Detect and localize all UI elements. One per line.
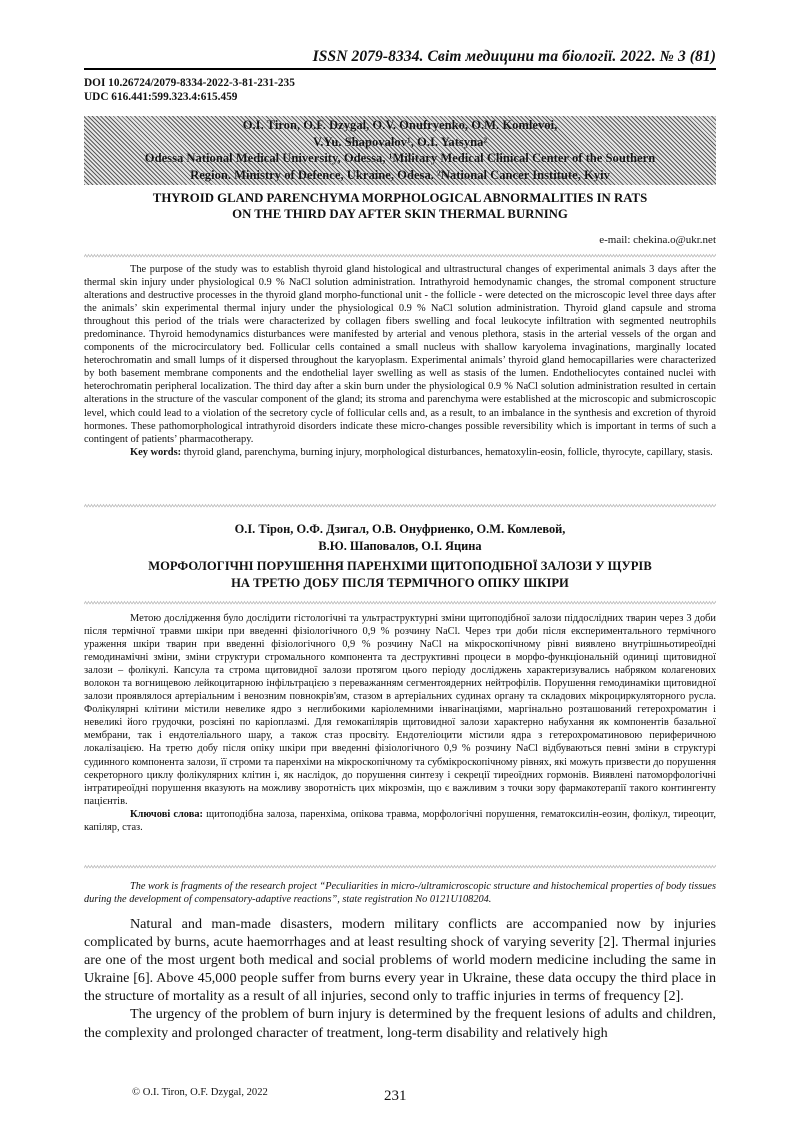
keywords-list: thyroid gland, parenchyma, burning injury, morphological disturbances, hematoxylin-eosin, follicle, thyrocyte, capillary, stasis. (181, 446, 713, 458)
funding-note (84, 880, 716, 906)
keywords-label: Key words: (130, 446, 182, 458)
wavy-divider (84, 864, 716, 870)
running-header: ISSN 2079-8334. Світ медицини та біології. 2022. № 3 (81) (312, 48, 716, 65)
title-ua-line2: НА ТРЕТЮ ДОБУ ПІСЛЯ ТЕРМІЧНОГО ОПІКУ ШКІРИ (231, 576, 569, 590)
article-title-ua (84, 558, 716, 592)
authors-ua-line2: В.Ю. Шаповалов, О.І. Яцина (318, 539, 482, 553)
wavy-divider (84, 503, 716, 509)
title-en-line1: THYROID GLAND PARENCHYMA MORPHOLOGICAL ABNORMALITIES IN RATS (152, 191, 648, 205)
contact-email: e-mail: chekina.o@ukr.net (599, 234, 716, 246)
authors-en-line2: V.Yu. Shapovalov¹, O.I. Yatsyna² (312, 134, 488, 149)
keywords-ua (84, 808, 716, 834)
wavy-divider (84, 253, 716, 259)
keywords-label: Ключові слова: (130, 808, 203, 820)
abstract-en-text: The purpose of the study was to establish thyroid gland histological and ultrastructural changes of experimental animals 3 days after the thermal skin injury under physiological 0.9 % NaCl solution administration. Intrathyroid hemodynamic changes, the stromal component structure alterations and destructive processes in the thyroid gland morpho-functional unit - the follicle - were detected on the microscopic level three days after the animals’ skin experimental thermal injury under the physiological 0.9 % NaCl solution administration. Thyroid gland capsule and stroma throughout this period of the trials were characterized by collagen fibers swelling and focal leukocyte infiltration with segmented neutrophils predominance. Thyroid hemodynamics disturbances were manifested by arterial and venous plethora, stasis in the arterial vessels of the organ and components of the microcirculatory bed. Follicular cells contained a small nucleus with shallow karyolema invaginations, marginally located heterochromatin and small lumps of it dispersed throughout the karyoplasm. Experimental animals’ thyroid gland hemocapillaries were characterized by both basement membrane components and the endothelial layer swelling as well as stasis of the lumen. Endotheliocytes contained nuclei with heterochromatin peripheral localization. The third day after a skin burn under the physiological 0.9 % NaCl solution administration resulted in certain alterations in the structure of the vascular component of the gland; its stroma and parenchyma were established at the microscopic and submicroscopic level, which could lead to a violation of the secretory cycle of follicular cells and, as a result, to an imbalance in the synthesis and excretion of thyroid hormones. These pathomorphological intrathyroid disorders indicate these micro-changes possible reversibility which is important in terms of such a contingent of patients’ pharmacotherapy. (84, 264, 716, 445)
affiliation-line1: Odessa National Medical University, Odessa, ¹Military Medical Clinical Center of the Southern (144, 151, 656, 165)
abstract-ua (84, 612, 716, 834)
page-number: 231 (384, 1088, 407, 1104)
authors-ua (84, 521, 716, 555)
authors-ua-line1: О.І. Тірон, О.Ф. Дзигал, О.В. Онуфриенко, О.М. Комлевой, (234, 522, 566, 536)
author-affiliation-box (84, 116, 716, 185)
identifiers (84, 76, 295, 104)
authors-en-line1: O.I. Tiron, O.F. Dzygal, O.V. Onufryenko, O.M. Komlevoi, (242, 118, 558, 132)
funding-note-text: The work is fragments of the research project “Peculiarities in micro-/ultramicroscopic structure and histochemical properties of body tissues during the development of compensatory-adaptive reactions”, state registration No 0121U108204. (84, 881, 716, 905)
doi: DOI 10.26724/2079-8334-2022-3-81-231-235 (84, 77, 295, 89)
body-paragraph: Natural and man-made disasters, modern military conflicts are accompanied now by injuries complicated by burns, acute haemorrhages and at least resulting shock of varying severity [2]. Thermal injuries are one of the most urgent both medical and social problems of world modern medicine including the same in Ukraine [6]. Above 45,000 people suffer from burns every year in Ukraine, these data occupy the third place in the structure of mortality as a result of all injuries, second only to traffic injuries in terms of frequency [2]. (84, 916, 716, 1005)
udc: UDC 616.441:599.323.4:615.459 (84, 91, 238, 103)
wavy-divider (84, 600, 716, 606)
main-body (84, 915, 716, 1042)
copyright: © O.I. Tiron, O.F. Dzygal, 2022 (132, 1087, 268, 1098)
title-en-line2: ON THE THIRD DAY AFTER SKIN THERMAL BURNING (232, 207, 568, 221)
abstract-en (84, 263, 716, 459)
keywords-en (84, 446, 716, 459)
body-paragraph: The urgency of the problem of burn injury is determined by the frequent lesions of adults and children, the complexity and prolonged character of treatment, long-term disability and relatively high (84, 1006, 716, 1041)
header-rule (84, 68, 716, 70)
title-ua-line1: МОРФОЛОГІЧНІ ПОРУШЕННЯ ПАРЕНХІМИ ЩИТОПОДІБНОЇ ЗАЛОЗИ У ЩУРІВ (148, 559, 652, 573)
affiliation-line2: Region. Ministry of Defence, Ukraine, Odesa. ²National Cancer Institute, Kyiv (190, 167, 610, 182)
keywords-list: щитоподібна залоза, паренхіма, опікова травма, морфологічні порушення, гематоксилін-еозин, фолікул, тиреоцит, капіляр, стаз. (84, 808, 716, 833)
abstract-ua-text: Метою дослідження було дослідити гістологічні та ультраструктурні зміни щитоподібної залози піддослідних тварин через 3 доби після термічної травми шкіри при введенні фізіологічного 0,9 % розчину NaCl. Через три доби після експериментального термічного ураження шкіри тварин при введенні фізіологічного 0,9 % розчину NaCl на мікроскопічному рівні виявлено внутрішньотиреоїдні гемодинамічні зміни, зміни структури стромального компонента та деструктивні процеси в морфо-функціональній одиниці щитовидної залози – фолікулі. Капсула та строма щитовидної залози протягом цього періоду досліджень характеризувались набряком колагенових волокон та вогнищевою лейкоцитарною інфільтрацією з переважанням сегментоядерних нейтрофілів. Порушення гемодинаміки щитовидної залози проявлялося артеріальним і венозним повнокрів'ям, стазом в артеріальних судинах органу та складових мікроциркуляторного русла. Фолікулярні клітини містили невелике ядро з неглибокими каріолемними інвагінаціями, маргінально розташований гетерохроматин і невеликі його грудочки, розсіяні по каріоплазмі. Для гемокапілярів щитовидної залози характерно набухання як компонентів базальної мембрани, так і ендотеліального шару, а також стаз просвіту. Ендотеліоцити містили ядра з гетерохроматиновою периферичною локалізацією. На третю добу після опіку шкіри при введенні фізіологічного 0,9 % розчину NaCl відбуваються певні зміни в структурі судинного компонента залози, її строми та паренхіми на мікроскопічному та субмікроскопічному рівнях, які можуть призвести до порушення секреторного циклу фолікулярних клітин і, як наслідок, до порушення синтезу і секреції тиреоїдних гормонів. Виявлені патоморфологічні інтратиреоїдні порушення вказують на можливу зворотність цих мікрозмін, що є важливим з точки зору фармакотерапії такого контингенту пацієнтів. (84, 613, 716, 807)
article-title-en (84, 190, 716, 222)
